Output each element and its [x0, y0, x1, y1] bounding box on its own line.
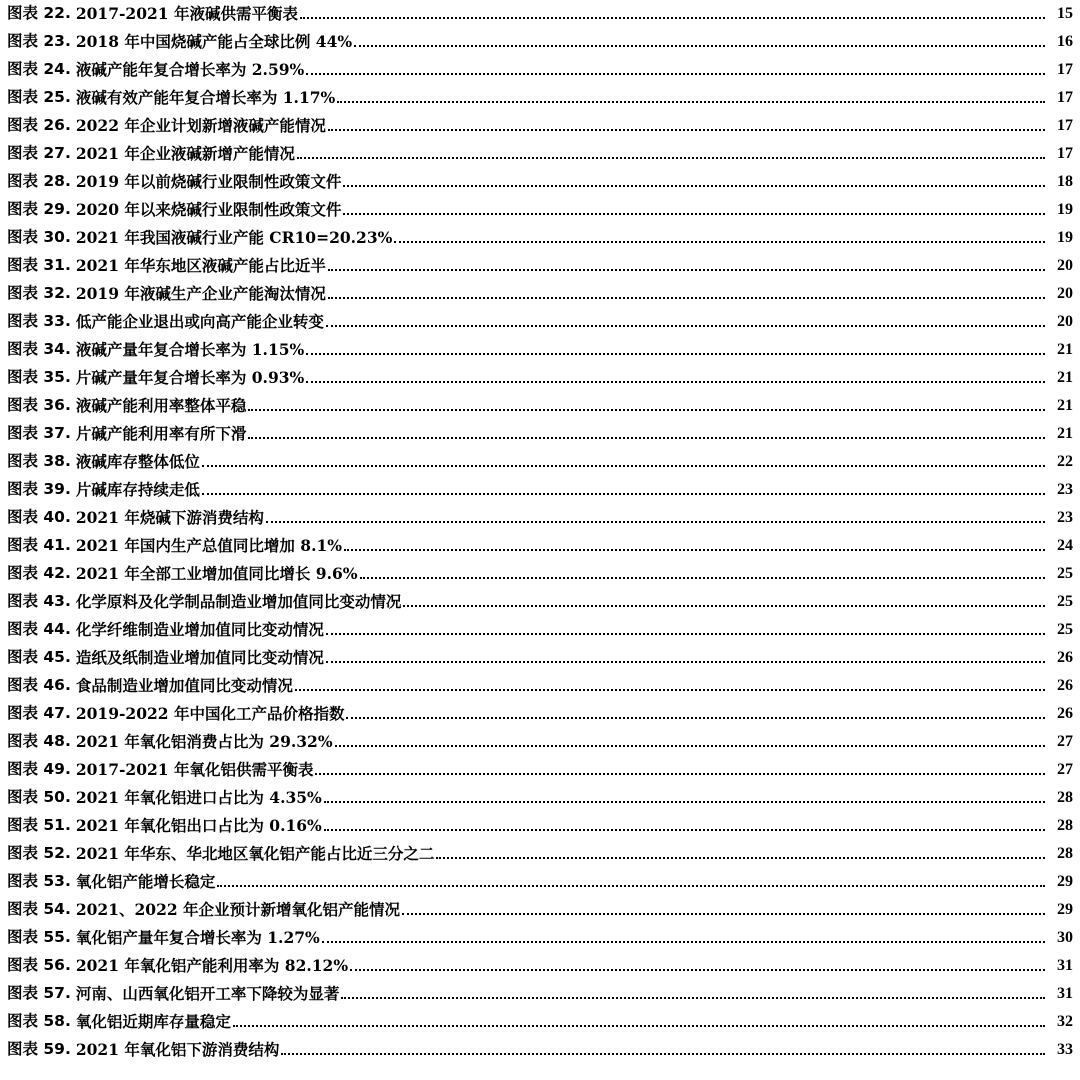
page-number: 23 — [1057, 481, 1073, 498]
dot-leader — [360, 576, 1046, 579]
toc-entry[interactable] — [7, 112, 1073, 139]
page-number: 19 — [1057, 201, 1073, 218]
toc-entry[interactable] — [7, 784, 1073, 811]
toc-entry[interactable] — [7, 28, 1073, 55]
dot-leader — [322, 940, 1045, 943]
figure-title: 2019 年以前烧碱行业限制性政策文件 — [75, 172, 342, 191]
dot-leader — [306, 72, 1045, 75]
toc-entry[interactable] — [7, 1008, 1073, 1035]
page-number: 21 — [1057, 369, 1073, 386]
figure-title: 2017-2021 年液碱供需平衡表 — [75, 4, 298, 23]
figure-label: 图表 42. — [7, 564, 71, 582]
figure-label: 图表 57. — [7, 984, 71, 1002]
toc-entry[interactable] — [7, 896, 1073, 923]
figure-label: 图表 44. — [7, 620, 71, 638]
figure-title: 造纸及纸制造业增加值同比变动情况 — [75, 648, 324, 667]
figure-title: 液碱产量年复合增长率为 1.15% — [75, 340, 305, 359]
page-number: 24 — [1057, 537, 1073, 554]
toc-entry[interactable] — [7, 280, 1073, 307]
figure-label: 图表 55. — [7, 928, 71, 946]
toc-entry[interactable] — [7, 840, 1073, 867]
page-number: 27 — [1057, 761, 1073, 778]
dot-leader — [343, 184, 1045, 187]
figure-label: 图表 27. — [7, 144, 71, 162]
figure-title: 2021 年国内生产总值同比增加 8.1% — [75, 536, 342, 555]
figure-title: 2021 年氧化铝进口占比为 4.35% — [75, 788, 322, 807]
dot-leader — [248, 436, 1045, 439]
figure-label: 图表 32. — [7, 284, 71, 302]
figure-label: 图表 26. — [7, 116, 71, 134]
dot-leader — [341, 996, 1045, 999]
dot-leader — [394, 240, 1045, 243]
page-number: 23 — [1057, 509, 1073, 526]
figure-label: 图表 38. — [7, 452, 71, 470]
figure-title: 液碱产能年复合增长率为 2.59% — [75, 60, 305, 79]
figure-title: 氧化铝产能增长稳定 — [75, 872, 216, 891]
figure-label: 图表 24. — [7, 60, 71, 78]
page-number: 16 — [1057, 33, 1073, 50]
figure-title: 2021 年氧化铝消费占比为 29.32% — [75, 732, 333, 751]
page-number: 20 — [1057, 285, 1073, 302]
page-number: 25 — [1057, 621, 1073, 638]
toc-entry[interactable] — [7, 56, 1073, 83]
dot-leader — [324, 828, 1045, 831]
figure-label: 图表 29. — [7, 200, 71, 218]
page-number: 17 — [1057, 89, 1073, 106]
dot-leader — [315, 772, 1045, 775]
figure-label: 图表 41. — [7, 536, 71, 554]
table-of-figures — [7, 0, 1073, 1080]
figure-label: 图表 30. — [7, 228, 71, 246]
toc-entry[interactable] — [7, 812, 1073, 839]
figure-label: 图表 43. — [7, 592, 71, 610]
page-number: 21 — [1057, 425, 1073, 442]
page-number: 17 — [1057, 61, 1073, 78]
figure-title: 2019 年液碱生产企业产能淘汰情况 — [75, 284, 326, 303]
dot-leader — [326, 632, 1045, 635]
toc-entry[interactable] — [7, 588, 1073, 615]
page-number: 32 — [1057, 1013, 1073, 1030]
dot-leader — [337, 100, 1045, 103]
figure-title: 片碱产能利用率有所下滑 — [75, 424, 247, 443]
dot-leader — [248, 408, 1045, 411]
toc-entry[interactable] — [7, 672, 1073, 699]
dot-leader — [202, 492, 1045, 495]
figure-label: 图表 22. — [7, 4, 71, 22]
toc-entry[interactable] — [7, 952, 1073, 979]
figure-label: 图表 31. — [7, 256, 71, 274]
figure-title: 2019-2022 年中国化工产品价格指数 — [75, 704, 345, 723]
dot-leader — [354, 44, 1045, 47]
dot-leader — [350, 968, 1045, 971]
figure-label: 图表 28. — [7, 172, 71, 190]
figure-label: 图表 46. — [7, 676, 71, 694]
toc-entry[interactable] — [7, 364, 1073, 391]
page-number: 29 — [1057, 901, 1073, 918]
figure-label: 图表 23. — [7, 32, 71, 50]
figure-title: 液碱有效产能年复合增长率为 1.17% — [75, 88, 336, 107]
figure-title: 2021 年氧化铝出口占比为 0.16% — [75, 816, 322, 835]
toc-entry[interactable] — [7, 980, 1073, 1007]
figure-label: 图表 49. — [7, 760, 71, 778]
dot-leader — [436, 856, 1045, 859]
figure-title: 片碱库存持续走低 — [75, 480, 200, 499]
toc-entry[interactable] — [7, 924, 1073, 951]
toc-entry[interactable] — [7, 644, 1073, 671]
figure-title: 2017-2021 年氧化铝供需平衡表 — [75, 760, 314, 779]
figure-title: 液碱产能利用率整体平稳 — [75, 396, 247, 415]
figure-title: 低产能企业退出或向高产能企业转变 — [75, 312, 324, 331]
page-number: 20 — [1057, 313, 1073, 330]
toc-entry[interactable] — [7, 476, 1073, 503]
dot-leader — [217, 884, 1045, 887]
toc-entry[interactable] — [7, 392, 1073, 419]
toc-entry[interactable] — [7, 84, 1073, 111]
dot-leader — [328, 296, 1045, 299]
toc-entry[interactable] — [7, 532, 1073, 559]
figure-title: 液碱库存整体低位 — [75, 452, 200, 471]
toc-entry[interactable] — [7, 308, 1073, 335]
toc-entry[interactable] — [7, 224, 1073, 251]
dot-leader — [266, 520, 1045, 523]
toc-entry[interactable] — [7, 700, 1073, 727]
toc-entry[interactable] — [7, 504, 1073, 531]
page-number: 26 — [1057, 705, 1073, 722]
figure-label: 图表 58. — [7, 1012, 71, 1030]
toc-entry[interactable] — [7, 868, 1073, 895]
figure-label: 图表 34. — [7, 340, 71, 358]
toc-entry[interactable] — [7, 448, 1073, 475]
toc-entry[interactable] — [7, 196, 1073, 223]
page-number: 28 — [1057, 845, 1073, 862]
figure-label: 图表 54. — [7, 900, 71, 918]
figure-label: 图表 47. — [7, 704, 71, 722]
page-number: 25 — [1057, 565, 1073, 582]
figure-title: 2021 年全部工业增加值同比增长 9.6% — [75, 564, 358, 583]
toc-entry[interactable] — [7, 728, 1073, 755]
page-number: 18 — [1057, 173, 1073, 190]
figure-label: 图表 48. — [7, 732, 71, 750]
page-number: 26 — [1057, 677, 1073, 694]
figure-label: 图表 35. — [7, 368, 71, 386]
page-number: 27 — [1057, 733, 1073, 750]
dot-leader — [306, 352, 1045, 355]
dot-leader — [297, 156, 1045, 159]
figure-label: 图表 59. — [7, 1040, 71, 1058]
figure-title: 2021 年我国液碱行业产能 CR10=20.23% — [75, 228, 393, 247]
toc-entry[interactable] — [7, 616, 1073, 643]
figure-title: 化学纤维制造业增加值同比变动情况 — [75, 620, 324, 639]
figure-title: 食品制造业增加值同比变动情况 — [75, 676, 293, 695]
dot-leader — [306, 380, 1045, 383]
page-number: 25 — [1057, 593, 1073, 610]
figure-title: 2021 年氧化铝下游消费结构 — [75, 1040, 280, 1059]
dot-leader — [233, 1024, 1045, 1027]
page-number: 30 — [1057, 929, 1073, 946]
figure-title: 化学原料及化学制品制造业增加值同比变动情况 — [75, 592, 402, 611]
figure-title: 河南、山西氧化铝开工率下降较为显著 — [75, 984, 340, 1003]
toc-entry[interactable] — [7, 336, 1073, 363]
toc-entry[interactable] — [7, 0, 1073, 27]
page-number: 17 — [1057, 145, 1073, 162]
figure-label: 图表 25. — [7, 88, 71, 106]
page-number: 22 — [1057, 453, 1073, 470]
dot-leader — [346, 716, 1045, 719]
figure-label: 图表 51. — [7, 816, 71, 834]
dot-leader — [326, 324, 1045, 327]
page-number: 28 — [1057, 817, 1073, 834]
page-number: 31 — [1057, 985, 1073, 1002]
figure-label: 图表 50. — [7, 788, 71, 806]
figure-label: 图表 39. — [7, 480, 71, 498]
toc-entry[interactable] — [7, 756, 1073, 783]
page-number: 21 — [1057, 397, 1073, 414]
toc-entry[interactable] — [7, 420, 1073, 447]
page-number: 33 — [1057, 1041, 1073, 1058]
figure-title: 氧化铝产量年复合增长率为 1.27% — [75, 928, 320, 947]
figure-label: 图表 36. — [7, 396, 71, 414]
page-number: 21 — [1057, 341, 1073, 358]
figure-title: 2022 年企业计划新增液碱产能情况 — [75, 116, 326, 135]
dot-leader — [326, 660, 1045, 663]
dot-leader — [403, 604, 1045, 607]
dot-leader — [343, 212, 1045, 215]
figure-title: 2021 年华东、华北地区氧化铝产能占比近三分之二 — [75, 844, 435, 863]
toc-entry[interactable] — [7, 168, 1073, 195]
dot-leader — [202, 464, 1045, 467]
figure-label: 图表 53. — [7, 872, 71, 890]
toc-entry[interactable] — [7, 1036, 1073, 1063]
figure-label: 图表 40. — [7, 508, 71, 526]
dot-leader — [344, 548, 1045, 551]
page-number: 28 — [1057, 789, 1073, 806]
page-number: 31 — [1057, 957, 1073, 974]
page-number: 26 — [1057, 649, 1073, 666]
dot-leader — [281, 1052, 1045, 1055]
page-number: 17 — [1057, 117, 1073, 134]
toc-entry[interactable] — [7, 560, 1073, 587]
figure-label: 图表 52. — [7, 844, 71, 862]
figure-title: 2021 年华东地区液碱产能占比近半 — [75, 256, 326, 275]
figure-title: 2021 年氧化铝产能利用率为 82.12% — [75, 956, 349, 975]
page-number: 19 — [1057, 229, 1073, 246]
figure-title: 片碱产量年复合增长率为 0.93% — [75, 368, 305, 387]
toc-entry[interactable] — [7, 252, 1073, 279]
page-number: 20 — [1057, 257, 1073, 274]
page-number: 29 — [1057, 873, 1073, 890]
dot-leader — [295, 688, 1045, 691]
dot-leader — [328, 128, 1045, 131]
figure-title: 2021 年企业液碱新增产能情况 — [75, 144, 295, 163]
dot-leader — [300, 16, 1045, 19]
dot-leader — [402, 912, 1045, 915]
dot-leader — [335, 744, 1045, 747]
figure-title: 2021、2022 年企业预计新增氧化铝产能情况 — [75, 900, 401, 919]
figure-label: 图表 33. — [7, 312, 71, 330]
toc-entry[interactable] — [7, 140, 1073, 167]
dot-leader — [328, 268, 1045, 271]
figure-title: 2018 年中国烧碱产能占全球比例 44% — [75, 32, 353, 51]
figure-title: 2020 年以来烧碱行业限制性政策文件 — [75, 200, 342, 219]
figure-title: 2021 年烧碱下游消费结构 — [75, 508, 264, 527]
dot-leader — [324, 800, 1045, 803]
page-number: 15 — [1057, 5, 1073, 22]
figure-label: 图表 37. — [7, 424, 71, 442]
figure-label: 图表 45. — [7, 648, 71, 666]
figure-label: 图表 56. — [7, 956, 71, 974]
figure-title: 氧化铝近期库存量稳定 — [75, 1012, 231, 1031]
